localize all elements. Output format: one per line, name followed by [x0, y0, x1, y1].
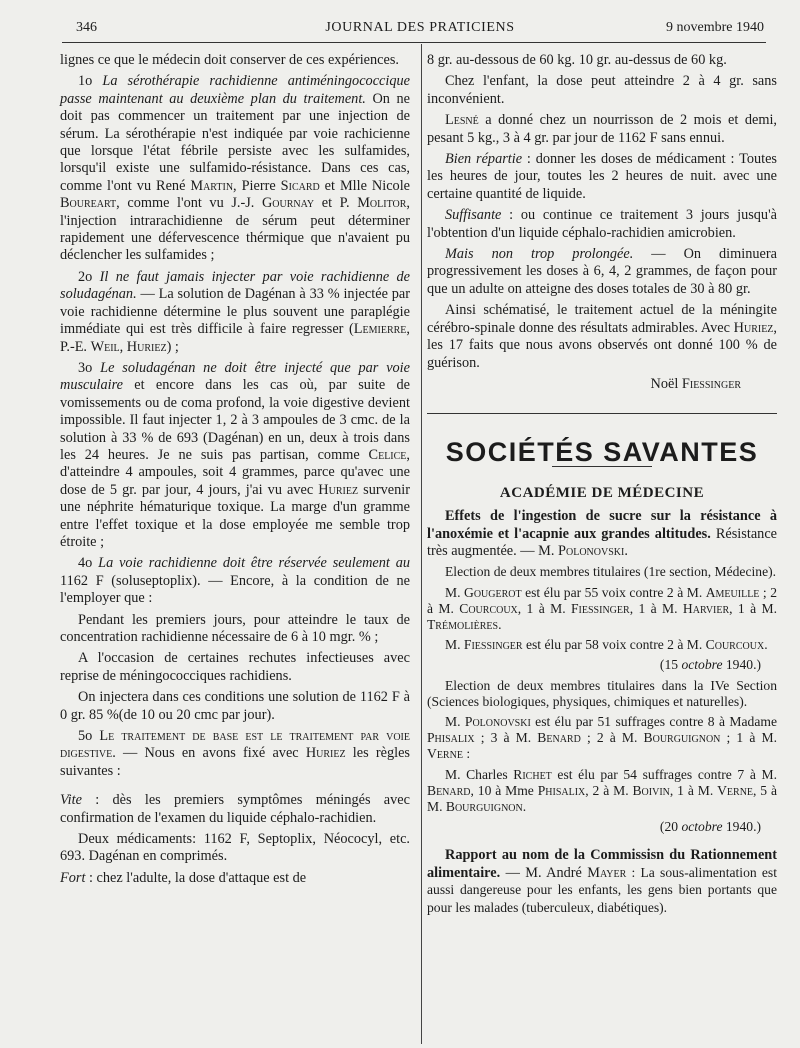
point-5: 5o Le traitement de base est le traitement par voie digestive. — Nous en avons fixé avec Huriez les règles suivantes : [60, 728, 410, 779]
paragraph: lignes ce que le médecin doit conserver de ces expériences. [60, 52, 399, 68]
election-result: M. Polonovski est élu par 51 suffrages contre 8 à Madame Phisalix ; 3 à M. Benard ; 2 à M. Bourguignon ; 1 à M. Verne : [427, 713, 777, 762]
session-date: (15 octobre 1940.) [659, 657, 761, 673]
author-signature: Noël Fiessinger [650, 375, 741, 392]
paragraph: A l'occasion de certaines rechutes infectieuses avec reprise de méningococciques rachidiens. [60, 650, 410, 684]
paragraph: Deux médicaments: 1162 F, Septoplix, Néococyl, etc. 693. Dagénan en comprimés. [60, 831, 410, 865]
section-rule [427, 413, 777, 414]
point-2: 2o Il ne faut jamais injecter par voie rachidienne de soludagénan. — La solution de Dagénan à 33 % injectée par voie rachidienne détermine le plus souvent une paraplégie immédiate qui est très difficile à faire regresser (Lemierre, P.-E. Weil, Huriez) ; [60, 268, 411, 355]
point-4: 4o La voie rachidienne doit être réservée seulement au 1162 F (soluseptoplix). — Encore, à la condition de ne l'employer que : [60, 555, 410, 607]
paragraph: Vite : dès les premiers symptômes méningés avec confirmation de l'examen du liquide céphalo-rachidien. [60, 792, 410, 826]
page-header [76, 20, 764, 42]
header-rule [62, 42, 766, 43]
paragraph: Bien répartie : donner les doses de médicament : Toutes les heures de jour, toutes les 2 heures de nuit. avec une certaine quantité de liquide. [427, 151, 777, 202]
communication-entry: Effets de l'ingestion de sucre sur la résistance à l'anoxémie et l'acapnie aux grandes altitudes. Résistance très augmentée. — M. Polonovski. [427, 508, 778, 559]
issue-date: 9 novembre 1940 [666, 20, 764, 35]
left-column [60, 52, 410, 891]
paragraph: Chez l'enfant, la dose peut atteindre 2 à 4 gr. sans inconvénient. [427, 73, 777, 107]
paragraph: On injectera dans ces conditions une solution de 1162 F à 0 gr. 85 %(de 10 ou 20 cmc par jour). [60, 689, 410, 723]
paragraph: Ainsi schématisé, le traitement actuel de la méningite cérébro-spinale donne des résultats admirables. Avec Huriez, les 17 faits que nous avons observés ont donné 100 % de guérison. [427, 302, 777, 371]
paragraph: 8 gr. au-dessous de 60 kg. 10 gr. au-dessus de 60 kg. [427, 52, 727, 68]
paragraph: Fort : chez l'adulte, la dose d'attaque est de [60, 869, 307, 886]
election-result: M. Gougerot est élu par 55 voix contre 2 à M. Ameuille ; 2 à M. Courcoux, 1 à M. Fiessinger, 1 à M. Harvier, 1 à M. Trémolières. [427, 584, 777, 632]
report-entry: Rapport au nom de la Commissisn du Rationnement alimentaire. — M. André Mayer : La sous-alimentation est aussi dangereuse pour les enfants, les gens bien portants que pour les malades (tuberculeux, diabétiques). [427, 847, 777, 915]
election-notice: Election de deux membres titulaires (1re section, Médecine). [445, 564, 777, 580]
page-number: 346 [76, 20, 97, 35]
column-divider [421, 44, 422, 1044]
paragraph: Lesné a donné chez un nourrisson de 2 mois et demi, pesant 5 kg., 3 à 4 gr. par jour de 1162 F sans ennui. [427, 112, 777, 146]
election-notice: Election de deux membres titulaires dans la IVe Section (Sciences biologiques, physiques, chimiques et naturelles). [427, 677, 777, 709]
right-column [427, 52, 777, 921]
paragraph: Suffisante : ou continue ce traitement 3 jours jusqu'à l'obtention d'un liquide céphalo-rachidien amicrobien. [427, 207, 777, 241]
paragraph: Pendant les premiers jours, pour atteindre le taux de concentration rachidienne nécessaire de 6 à 10 mgr. % ; [60, 611, 410, 645]
section-title: SOCIÉTÉS SAVANTES [445, 437, 759, 468]
paragraph: Mais non trop prolongée. — On diminuera progressivement les doses à 6, 4, 2 grammes, de façon pour que un adulte on atteigne des doses totales de 30 à 80 gr. [427, 246, 777, 297]
session-date: (20 octobre 1940.) [659, 819, 761, 835]
election-result: M. Charles Richet est élu par 54 suffrages contre 7 à M. Benard, 10 à Mme Phisalix, 2 à M. Boivin, 1 à M. Verne, 5 à M. Bourguignon. [427, 766, 777, 814]
subsection-title: ACADÉMIE DE MÉDECINE [499, 484, 705, 501]
point-3: 3o Le soludagénan ne doit être injecté que par voie musculaire et encore dans les cas où, par suite de vomissements ou de coma profond, la voie digestive devient impossible. Il faut injecter 1, 2 à 3 ampoules de 3 cmc. de la solution à 33 % de 693 (Dagénan) en un, deux à trois dans les 24 heures. Je ne suis pas partisan, comme Celice, d'atteindre 4 ampoules, soit 4 grammes, parce qu'avec une dose de 5 gr. par jour, 4 jours, j'ai vu avec Huriez survenir une néphrite hématurique toxique. La marge d'un gramme entre l'effet toxique et la dose employée me semble trop étroite ; [60, 359, 411, 550]
journal-title: JOURNAL DES PRATICIENS [325, 20, 515, 35]
point-1: 1o La sérothérapie rachidienne antiméningococcique passe maintenant au deuxième plan du traitement. On ne doit pas commencer un traitement par une injection de sérum. La sérothérapie n'est indiquée par voie rachicienne que lorsque l'état fébrile persiste avec les sulfamides, lorsqu'il existe une sulfamido-résistance. Dans ces cas, comme l'ont vu René Martin, Pierre Sicard et Mlle Nicole Boureart, comme l'ont vu J.-J. Gournay et P. Molitor, l'injection intrarachidienne de sérum peut déterminer rapidement une défervescence thérmique que n'avaient pu déclencher les sulfamides ; [60, 73, 411, 264]
election-result: M. Fiessinger est élu par 58 voix contre 2 à M. Courcoux. [445, 637, 768, 653]
